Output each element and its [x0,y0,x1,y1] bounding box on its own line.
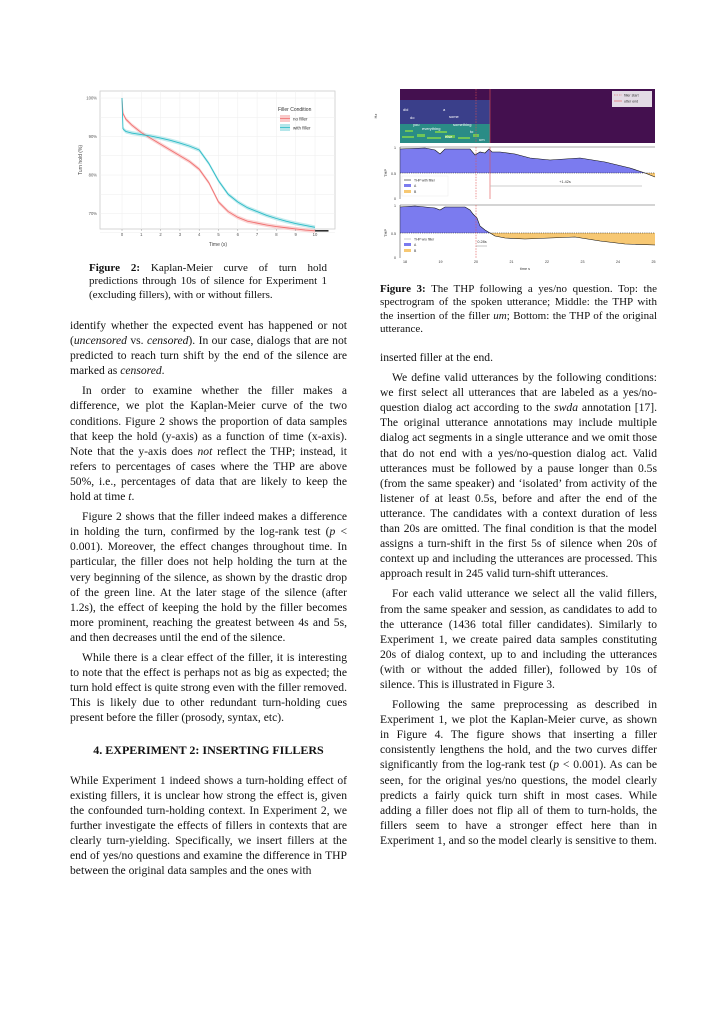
caption-italic: um [493,309,507,322]
legend-title: Filler Condition [278,107,312,113]
svg-text:some: some [449,114,459,119]
legend-item: B [414,249,417,253]
bottom-legend [404,238,435,254]
shift-annotation: 0.28s [477,240,487,244]
legend-item: A [414,243,417,247]
x-ticks [403,260,656,264]
y-tick-label: 100% [86,95,97,101]
thp-region-b [490,233,655,245]
middle-legend [402,176,448,196]
x-axis-label: Time (s) [208,242,228,248]
svg-text:um: um [479,137,485,142]
figure-2-chart [70,86,340,251]
paragraph: While Experiment 1 indeed shows a turn-holding effect of existing fillers, it is unclear how strong the effect is, given the confounded turn-holding context. In Experiment 2, we further investigate the effects of fillers in contexts that are clearly turn-yielding. Specifically, we insert fillers at the end of yes/no questions and examine the difference in THP between the original data samples and the ones with [70,773,347,878]
left-column [70,318,347,878]
x-tick-label: 1 [140,232,143,237]
svg-text:do: do [410,115,415,120]
y-label: THP [383,169,388,177]
legend-item: THP with filler [414,178,435,183]
figure-3 [365,86,660,276]
legend-item: THP w/o filler [414,237,435,242]
legend-utter-end: utter end [624,99,639,104]
y-axis-label: Turn hold (%) [78,144,84,176]
figure-3-caption [380,283,657,337]
ytick: 0.5 [391,232,396,236]
svg-text:you: you [413,122,420,127]
x-tick-label: 22 [545,260,549,264]
paragraph: While there is a clear effect of the filler, it is interesting to note that the effect is perhaps not as big as expected; the turn hold effect is quite strong even with the filler removed. This is likely due to other redundant turn-holding cues present before the filler (prosody, syntax, etc). [70,650,347,725]
caption-label: Figure 2: [89,262,141,274]
paragraph: Following the same preprocessing as described in Experiment 1, we plot the Kaplan-Meier curve, as shown in Figure 4. The figure shows that inserting a filler consistently lengthens the hold, and the two curves differ significantly from the log-rank test (p < 0.001). As can be seen, for the original yes/no questions, the model clearly predicts a fairly quick turn shift in most cases. While adding a filler does not flip all of them to turn-holds, the fillers seem to have a stronger effect here than in Experiment 1, and so the model clearly is sensitive to them. [380,698,657,847]
x-tick-label: 6 [236,232,239,237]
section-heading: 4. EXPERIMENT 2: INSERTING FILLERS [93,743,324,758]
spectrogram-y-label: Hz [373,113,378,119]
ytick: 0 [394,197,396,201]
thp-without-filler-panel [383,204,656,271]
ytick: 0.5 [391,172,396,176]
legend-item: B [414,190,417,194]
delay-annotation: +1.42s [559,180,571,184]
y-tick-label: 90% [88,134,97,139]
svg-text:a: a [443,107,446,112]
svg-text:else: else [445,134,453,139]
svg-text:everything: everything [422,126,441,131]
thp-region-a [400,206,490,233]
figure-2-caption [89,262,327,302]
legend-label-no-filler: no filler [293,116,308,122]
x-label: time s [519,267,531,271]
x-tick-label: 21 [509,260,514,264]
x-tick-label: 18 [403,260,407,264]
caption-text: Kaplan-Meier curve of turn hold predictions through 10s of silence for Experiment 1 (excluding fillers), with or without fillers. [89,262,328,301]
svg-text:something: something [453,122,472,127]
y-label: THP [383,229,388,237]
x-tick-label: 19 [438,260,443,264]
paragraph: For each valid utterance we select all the valid fillers, from the same speaker and session, as candidates to add to the utterance (1436 total filler candidates). Similarly to Experiment 1, we create paired data samples constituting 20s of dialog context, up to and including the utterances (with or without the added filler), followed by 10s of silence. This is illustrated in Figure 3. [380,587,657,691]
spectrogram-panel [373,89,655,143]
x-tick-label: 23 [580,260,585,264]
x-tick-label: 4 [198,232,201,237]
ytick: 1 [394,146,396,150]
caption-label: Figure 3: [380,283,426,295]
paragraph: inserted filler at the end. [380,351,493,364]
x-tick-label: 0 [120,232,124,237]
caption-text: The THP following a yes/no question. Top: the spectrogram of the spoken utterance; Middle: the THP with the insertion of the filler [380,283,657,322]
legend-filler-start: filler start [624,93,639,98]
legend-label-with-filler: with filler [293,125,311,131]
paragraph: We define valid utterances by the following conditions: we first select all utterances that are labeled as a yes/no-question dialog act according to the swda annotation [17]. The original utterance annotations may include multiple dialog act segments in a single utterance and we omit those that do not end with a yes/no-question dialog act. Valid utterances must be followed by a pause longer than 0.5s (from the same speaker) and ‘isolated’ from activity of the listener of at least 0.5s, before and after the end of the utterance. The candidates with a context duration of less than 20s are omitted. The final condition is that the model assigns a turn-shift in the first 5s of silence when 20s of context up and including the utterances are processed. This approach result in 245 valid turn-shift utterances. [380,371,658,581]
x-tick-label: 20 [474,260,478,264]
y-tick-label: 70% [88,211,97,216]
x-tick-label: 8 [275,232,278,237]
x-tick-label: 10 [312,232,318,237]
x-tick-label: 3 [178,232,182,237]
x-tick-label: 24 [616,260,620,264]
x-tick-label: 9 [294,232,297,237]
paragraph: Figure 2 shows that the filler indeed makes a difference in holding the turn, confirmed by the log-rank test (p < 0.001). Moreover, the effect changes throughout time. In particular, the filler does not help holding the turn at the very beginning of the silence, as shown by the drastic drop of the green line. At the later stage of the silence (after 1.2s), the effect of keeping the hold by the filler becomes more prominent, reaching the greatest between 4s and 5s, and then decreases until the end of the silence. [70,510,348,644]
paragraph: In order to examine whether the filler makes a difference, we plot the Kaplan-Meier curve of the two conditions. Figure 2 shows the proportion of data samples that keep the hold (y-axis) as a function of time (x-axis). Note that the y-axis does not reflect the THP; instead, it refers to percentages of cases where the THP are above 50%, i.e., percentages of data that are likely to keep the hold at time t. [70,384,347,504]
x-tick-label: 2 [159,232,162,237]
paragraph: identify whether the expected event has happened or not (uncensored vs. censored). In our case, dialogs that are not predicted to reach turn shift by the end of the silence are marked as censored. [70,319,347,378]
right-column [380,350,657,848]
y-tick-label: 80% [88,172,97,178]
x-tick-label: 25 [651,260,656,264]
svg-text:to: to [470,129,474,134]
svg-text:did: did [403,107,409,112]
legend-item: A [414,184,417,188]
legend [278,107,312,131]
x-tick-label: 7 [255,232,259,237]
ytick: 1 [394,204,396,208]
x-tick-label: 5 [217,232,220,237]
thp-with-filler-panel [383,146,655,201]
ytick: 0 [394,256,396,260]
spectrogram-legend [612,91,652,107]
caption-tail: ; Bottom: the THP of the original utterance. [380,309,658,336]
